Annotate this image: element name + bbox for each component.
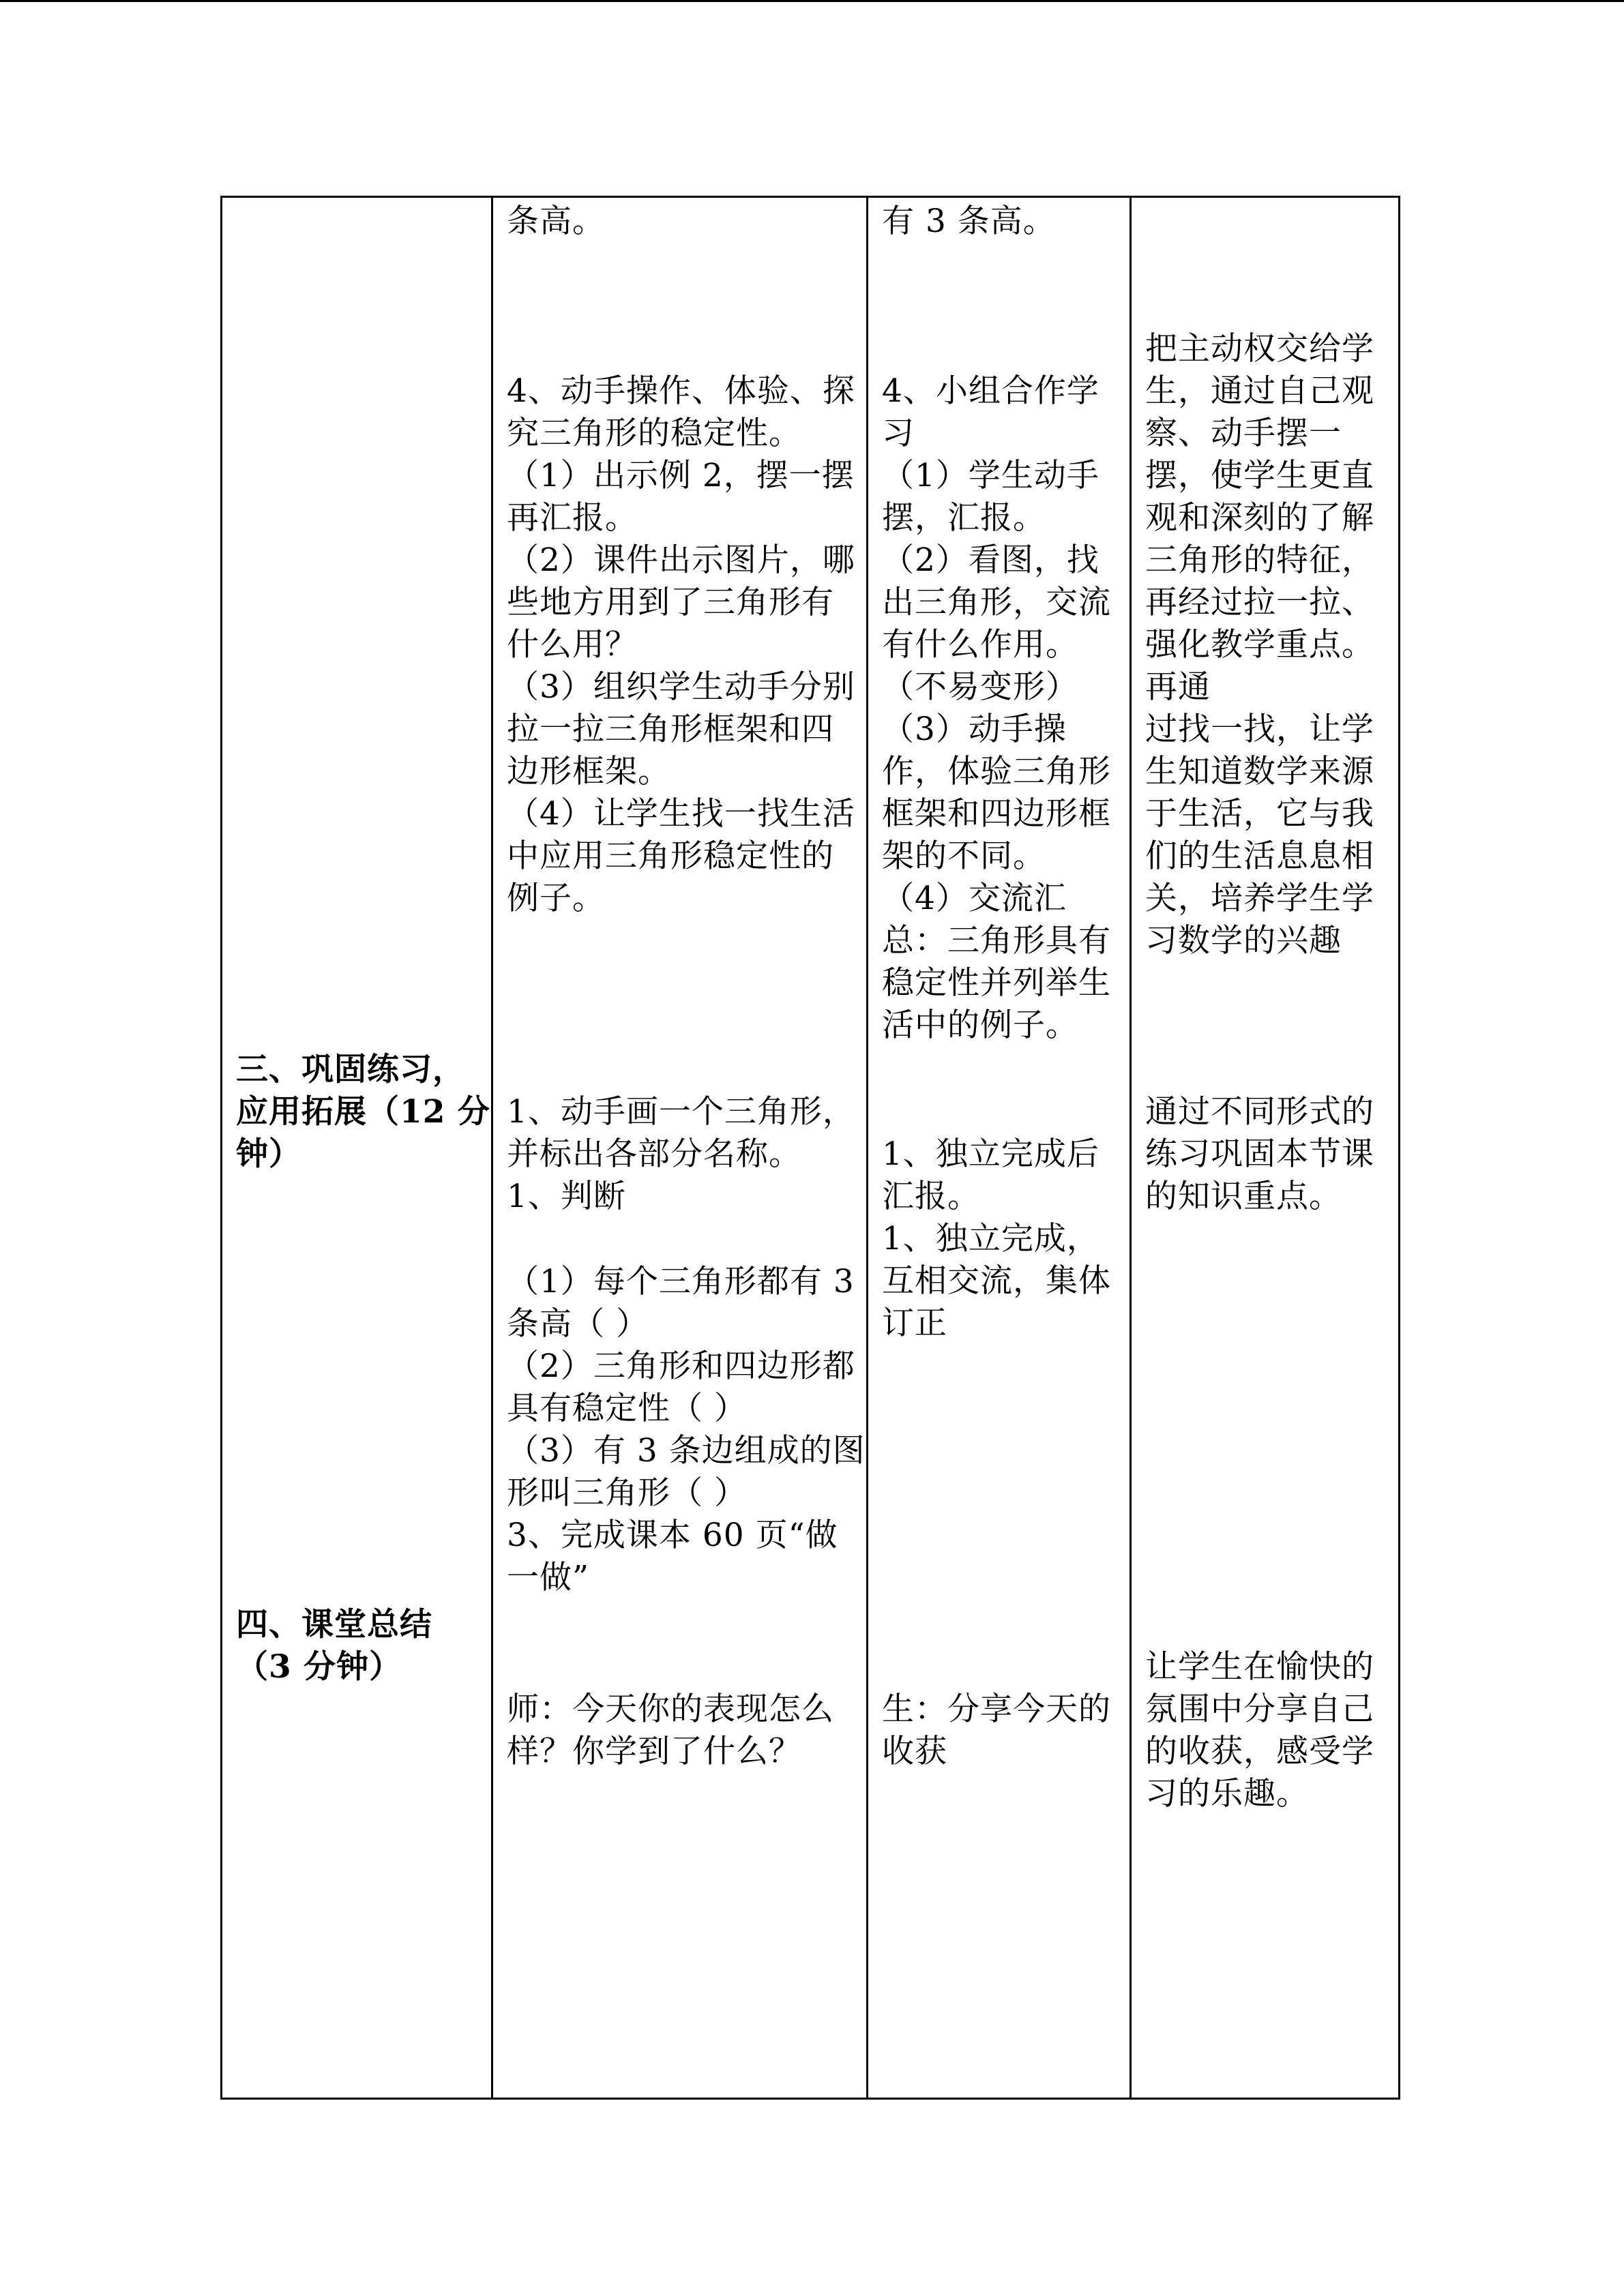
student-activity-practice: 1、独立完成后 汇报。 1、独立完成， 互相交流，集体 订正 [882,1135,1111,1342]
student-activity-summary: 生：分享今天的 收获 [882,1690,1111,1770]
page-top-border [0,0,1624,2]
student-activity-continuation: 有 3 条高。 [882,203,1056,240]
design-intent-stability: 把主动权交给学 生，通过自己观 察、动手摆一 摆，使学生更直 观和深刻的了解 三角形的特征， 再经过拉一拉、 强化教学重点。 再通 过找一找，让学 生知道数学来源 于生活，它与我 们的生活息息相 关，培养学生学 习数学的兴趣 [1145,330,1374,959]
stage-practice-extension: 三、巩固练习， 应用拓展（12 分 钟） [236,1051,490,1173]
design-intent-practice: 通过不同形式的 练习巩固本节课 的知识重点。 [1145,1093,1374,1215]
teacher-activity-practice: 1、动手画一个三角形， 并标出各部分名称。 1、判断 [507,1093,855,1215]
column-divider [866,198,868,2098]
column-divider [1130,198,1132,2098]
teacher-activity-stability: 4、动手操作、体验、探 究三角形的稳定性。 （1）出示例 2，摆一摆 再汇报。 （2）课件出示图片，哪 些地方用到了三角形有 什么用？ （3）组织学生动手分别 拉一拉三角形框架和四 边形框架。 （4）让学生找一找生活 中应用三角形稳定性的 例子。 [507,372,855,917]
design-intent-summary: 让学生在愉快的 氛围中分享自己 的收获，感受学 习的乐趣。 [1145,1648,1374,1813]
column-divider [491,198,493,2098]
teacher-activity-judgement: （1）每个三角形都有 3 条高（ ） （2）三角形和四边形都 具有稳定性（ ） （3）有 3 条边组成的图 形叫三角形（ ） 3、完成课本 60 页“做 一做” [507,1263,866,1596]
teacher-activity-summary: 师：今天你的表现怎么 样？你学到了什么？ [507,1690,834,1770]
student-activity-group-learning: 4、小组合作学 习 （1）学生动手 摆，汇报。 （2）看图，找 出三角形，交流 有什么作用。 （不易变形） （3）动手操 作，体验三角形 框架和四边形框 架的不同。 （4）交流汇 总：三角形具有 稳定性并列举生 活中的例子。 [882,372,1111,1044]
stage-class-summary: 四、课堂总结 （3 分钟） [236,1606,432,1686]
teacher-activity-continuation: 条高。 [507,203,605,240]
